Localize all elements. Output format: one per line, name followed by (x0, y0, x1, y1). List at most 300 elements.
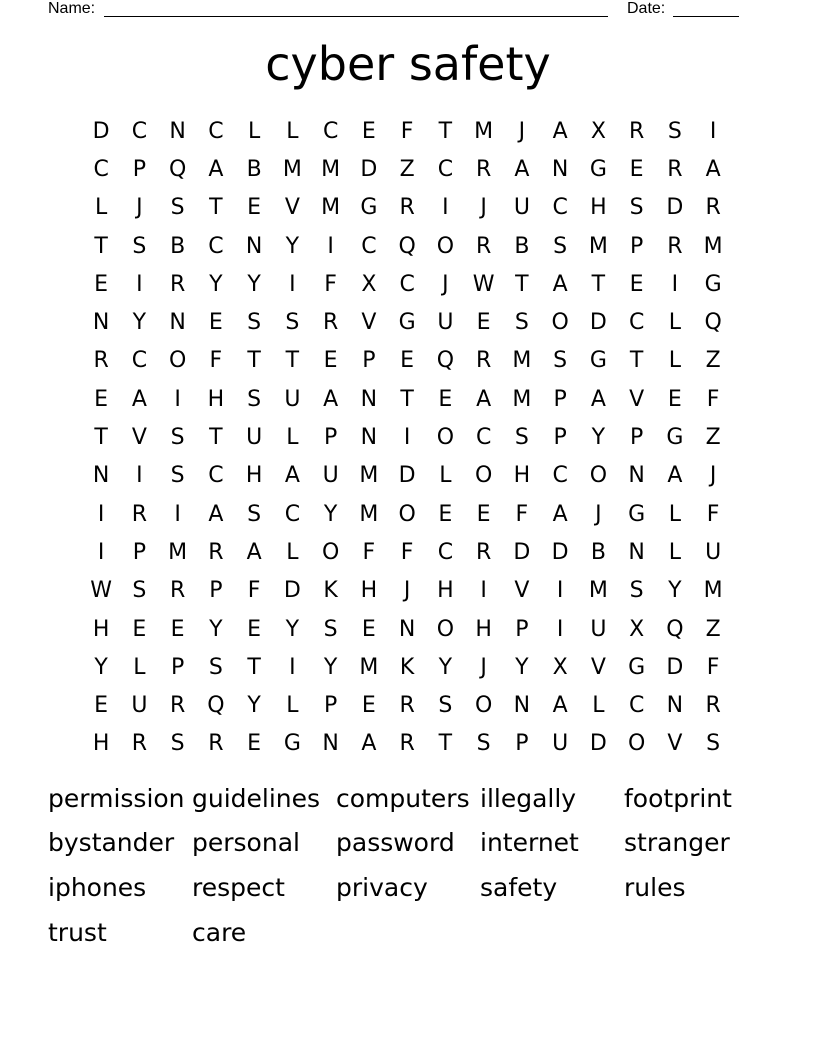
grid-letter: T (591, 271, 606, 297)
grid-letter: A (476, 386, 492, 412)
grid-letter: S (170, 195, 185, 221)
grid-letter: F (706, 654, 720, 680)
grid-letter: I (136, 463, 143, 489)
grid-letter: R (475, 539, 492, 565)
grid-letter: I (556, 616, 564, 642)
grid-letter: X (552, 654, 568, 680)
grid-letter: Y (438, 654, 453, 680)
grid-letter: P (323, 693, 338, 719)
grid-letter: M (282, 156, 302, 182)
grid-letter: A (705, 156, 721, 182)
name-field-line (104, 16, 608, 17)
grid-letter: R (131, 731, 148, 757)
grid-letter: M (321, 195, 341, 221)
grid-letter: P (629, 233, 644, 259)
word-list-item: personal (192, 828, 300, 858)
letter-grid (82, 112, 732, 763)
grid-letter: R (169, 693, 186, 719)
grid-letter: Y (591, 425, 606, 451)
grid-letter: I (327, 233, 334, 259)
grid-letter: Q (398, 233, 416, 259)
grid-letter: A (667, 463, 683, 489)
grid-letter: N (169, 310, 186, 336)
grid-letter: I (174, 386, 181, 412)
grid-letter: U (552, 731, 569, 757)
grid-letter: R (208, 731, 224, 757)
grid-letter: F (362, 539, 376, 565)
grid-letter: Z (705, 348, 721, 374)
grid-letter: A (246, 539, 262, 565)
grid-letter: Y (94, 654, 108, 680)
grid-letter: N (513, 693, 531, 719)
grid-letter: P (553, 386, 567, 412)
grid-letter: A (552, 501, 568, 527)
grid-letter: C (361, 233, 377, 259)
grid-letter: C (208, 463, 224, 489)
grid-letter: U (322, 463, 339, 489)
grid-letter: S (629, 578, 644, 604)
grid-letter: R (93, 348, 109, 374)
grid-letter: B (246, 156, 262, 182)
grid-letter: M (703, 578, 723, 604)
grid-letter: S (514, 310, 529, 336)
grid-letter: Y (285, 616, 300, 642)
grid-letter: V (514, 578, 530, 604)
grid-letter: R (322, 310, 339, 336)
grid-letter: C (437, 156, 454, 182)
grid-letter: Q (168, 156, 187, 182)
grid-letter: O (436, 616, 455, 642)
grid-letter: D (551, 539, 569, 565)
word-list-item: care (192, 917, 247, 947)
grid-letter: Y (247, 271, 261, 297)
grid-letter: E (94, 386, 109, 412)
grid-letter: T (209, 195, 223, 221)
grid-letter: I (136, 271, 143, 297)
grid-letter: C (475, 425, 492, 451)
grid-letter: E (667, 386, 682, 412)
grid-letter: F (400, 118, 414, 144)
grid-letter: D (360, 156, 378, 182)
grid-letter: P (515, 616, 529, 642)
grid-letter: K (399, 654, 415, 680)
header-row (48, 0, 748, 20)
grid-letter: C (552, 463, 568, 489)
grid-letter: L (247, 118, 261, 144)
grid-letter: I (671, 271, 679, 297)
grid-letter: N (628, 539, 645, 565)
grid-letter: E (361, 616, 376, 642)
grid-letter: S (629, 195, 644, 221)
grid-letter: E (361, 693, 376, 719)
grid-letter: M (512, 348, 532, 374)
grid-letter: A (361, 731, 377, 757)
grid-letter: L (286, 539, 299, 565)
grid-letter: I (289, 271, 296, 297)
grid-letter: H (437, 578, 454, 604)
grid-letter: B (170, 233, 186, 259)
word-list-item: footprint (624, 783, 732, 813)
grid-letter: T (629, 348, 644, 374)
grid-letter: M (588, 233, 608, 259)
grid-letter: G (666, 425, 684, 451)
grid-letter: Z (705, 616, 721, 642)
grid-letter: F (324, 271, 337, 297)
grid-letter: G (589, 348, 607, 374)
grid-letter: E (438, 386, 453, 412)
grid-letter: M (703, 233, 723, 259)
grid-letter: A (590, 386, 606, 412)
grid-letter: R (399, 731, 415, 757)
grid-letter: L (668, 501, 681, 527)
grid-letter: E (247, 195, 262, 221)
grid-letter: D (398, 463, 416, 489)
grid-letter: P (170, 654, 185, 680)
grid-letter: V (667, 731, 683, 757)
grid-letter: P (629, 425, 644, 451)
grid-letter: E (476, 501, 491, 527)
grid-letter: P (209, 578, 223, 604)
grid-letter: B (590, 539, 606, 565)
word-list-item: illegally (480, 783, 577, 813)
grid-letter: O (321, 539, 340, 565)
grid-letter: E (94, 693, 109, 719)
grid-letter: I (97, 501, 105, 527)
grid-letter: C (131, 348, 148, 374)
grid-letter: R (705, 693, 721, 719)
grid-letter: P (132, 156, 147, 182)
grid-letter: G (628, 501, 646, 527)
grid-letter: U (705, 539, 722, 565)
grid-letter: I (709, 118, 717, 144)
grid-letter: E (438, 501, 453, 527)
grid-letter: V (629, 386, 645, 412)
grid-letter: S (170, 463, 185, 489)
grid-letter: O (551, 310, 569, 336)
grid-letter: Y (132, 310, 147, 336)
grid-letter: C (131, 118, 148, 144)
grid-letter: F (247, 578, 261, 604)
grid-letter: L (133, 654, 146, 680)
grid-letter: U (284, 386, 301, 412)
grid-letter: Z (399, 156, 415, 182)
grid-letter: U (513, 195, 530, 221)
grid-letter: D (589, 731, 607, 757)
grid-letter: N (169, 118, 186, 144)
grid-letter: C (628, 693, 645, 719)
grid-letter: S (285, 310, 300, 336)
grid-letter: N (398, 616, 416, 642)
grid-letter: J (403, 578, 411, 604)
grid-letter: T (515, 271, 529, 297)
word-list-item: respect (192, 872, 285, 902)
grid-letter: P (362, 348, 376, 374)
grid-letter: V (590, 654, 606, 680)
grid-letter: A (552, 693, 568, 719)
grid-letter: S (323, 616, 338, 642)
grid-letter: D (92, 118, 110, 144)
grid-letter: N (245, 233, 263, 259)
grid-letter: D (283, 578, 301, 604)
grid-letter: P (515, 731, 529, 757)
grid-letter: S (247, 386, 262, 412)
name-label: Name: (48, 0, 96, 17)
grid-letter: I (442, 195, 449, 221)
grid-letter: K (323, 578, 338, 604)
grid-letter: J (480, 195, 487, 221)
grid-letter: U (131, 693, 148, 719)
grid-letter: S (170, 731, 185, 757)
grid-letter: N (92, 310, 110, 336)
grid-letter: L (439, 463, 452, 489)
grid-letter: Q (704, 310, 722, 336)
grid-letter: D (666, 654, 684, 680)
grid-letter: Y (209, 616, 223, 642)
grid-letter: T (247, 348, 261, 374)
grid-letter: J (442, 271, 449, 297)
grid-letter: O (436, 233, 455, 259)
grid-letter: R (705, 195, 721, 221)
grid-letter: R (208, 539, 224, 565)
grid-letter: Y (209, 271, 223, 297)
grid-letter: T (400, 386, 414, 412)
grid-letter: R (628, 118, 645, 144)
grid-letter: X (361, 271, 377, 297)
grid-letter: H (92, 731, 110, 757)
grid-letter: G (398, 310, 416, 336)
grid-letter: Q (666, 616, 684, 642)
grid-letter: P (323, 425, 338, 451)
grid-letter: N (628, 463, 645, 489)
grid-letter: F (706, 386, 720, 412)
grid-letter: H (207, 386, 225, 412)
word-list-item: rules (624, 872, 686, 902)
grid-letter: M (359, 463, 379, 489)
grid-letter: S (476, 731, 491, 757)
grid-letter: L (94, 195, 108, 221)
word-list-item: computers (336, 783, 470, 813)
grid-letter: H (513, 463, 531, 489)
grid-letter: L (286, 425, 299, 451)
grid-letter: Y (515, 654, 529, 680)
grid-letter: R (475, 233, 492, 259)
grid-letter: A (208, 156, 224, 182)
grid-letter: E (94, 271, 109, 297)
grid-letter: C (628, 310, 645, 336)
grid-letter: C (437, 539, 454, 565)
grid-letter: E (629, 271, 644, 297)
word-list-item: privacy (336, 872, 428, 902)
grid-letter: J (480, 654, 487, 680)
grid-letter: R (399, 195, 415, 221)
grid-letter: T (94, 233, 108, 259)
grid-letter: L (668, 310, 681, 336)
grid-letter: Y (323, 654, 338, 680)
grid-letter: A (208, 501, 224, 527)
grid-letter: R (667, 156, 683, 182)
grid-letter: A (552, 271, 568, 297)
grid-letter: T (285, 348, 300, 374)
grid-letter: S (553, 348, 568, 374)
grid-letter: S (170, 425, 185, 451)
grid-letter: D (589, 310, 607, 336)
grid-letter: U (437, 310, 454, 336)
grid-letter: U (590, 616, 607, 642)
grid-letter: G (360, 195, 378, 221)
grid-letter: R (169, 271, 186, 297)
word-list-item: iphones (48, 872, 147, 902)
grid-letter: S (132, 578, 147, 604)
grid-letter: H (245, 463, 263, 489)
grid-letter: X (590, 118, 606, 144)
grid-letter: P (553, 425, 567, 451)
grid-letter: T (438, 118, 453, 144)
grid-letter: T (438, 731, 453, 757)
grid-letter: L (668, 539, 681, 565)
word-list-item: password (336, 828, 455, 858)
grid-letter: T (94, 425, 108, 451)
grid-letter: H (360, 578, 378, 604)
grid-letter: M (512, 386, 532, 412)
grid-letter: S (208, 654, 223, 680)
grid-letter: N (360, 386, 378, 412)
grid-letter: S (247, 310, 262, 336)
grid-letter: C (322, 118, 339, 144)
grid-letter: E (323, 348, 338, 374)
grid-letter: N (322, 731, 339, 757)
grid-letter: E (361, 118, 376, 144)
grid-letter: S (438, 693, 453, 719)
grid-letter: A (131, 386, 147, 412)
grid-letter: G (589, 156, 607, 182)
grid-letter: O (436, 425, 455, 451)
grid-letter: V (284, 195, 300, 221)
grid-letter: I (480, 578, 487, 604)
grid-letter: O (474, 693, 493, 719)
grid-letter: E (629, 156, 644, 182)
grid-letter: E (170, 616, 185, 642)
grid-letter: S (706, 731, 721, 757)
grid-letter: F (400, 539, 414, 565)
grid-letter: J (136, 195, 143, 221)
word-list-item: stranger (624, 828, 730, 858)
grid-letter: F (209, 348, 223, 374)
grid-letter: E (476, 310, 491, 336)
grid-letter: E (247, 616, 262, 642)
grid-letter: C (284, 501, 301, 527)
word-list-item: permission (48, 783, 185, 813)
grid-letter: W (90, 578, 112, 604)
grid-letter: A (514, 156, 530, 182)
grid-letter: I (97, 539, 105, 565)
grid-letter: C (552, 195, 568, 221)
grid-letter: B (514, 233, 530, 259)
grid-letter: R (169, 578, 186, 604)
grid-letter: O (627, 731, 646, 757)
grid-letter: H (590, 195, 607, 221)
date-field-line (673, 16, 739, 17)
grid-letter: N (92, 463, 110, 489)
grid-letter: I (556, 578, 564, 604)
word-list-item: bystander (48, 828, 175, 858)
grid-letter: C (208, 233, 224, 259)
grid-letter: S (667, 118, 682, 144)
date-label: Date: (627, 0, 666, 17)
grid-letter: R (475, 348, 492, 374)
grid-letter: O (589, 463, 608, 489)
grid-letter: P (132, 539, 147, 565)
grid-letter: E (208, 310, 223, 336)
grid-letter: G (704, 271, 722, 297)
grid-letter: C (208, 118, 224, 144)
grid-letter: F (706, 501, 720, 527)
grid-letter: A (552, 118, 568, 144)
grid-letter: C (93, 156, 109, 182)
grid-letter: R (131, 501, 148, 527)
grid-letter: R (399, 693, 415, 719)
grid-letter: Z (705, 425, 721, 451)
grid-letter: M (474, 118, 494, 144)
grid-letter: W (472, 271, 495, 297)
grid-letter: I (403, 425, 411, 451)
grid-letter: L (668, 348, 681, 374)
word-list-item: guidelines (192, 783, 321, 813)
grid-letter: E (247, 731, 262, 757)
grid-letter: C (399, 271, 415, 297)
grid-letter: Q (207, 693, 225, 719)
grid-letter: F (515, 501, 529, 527)
grid-letter: G (283, 731, 301, 757)
grid-letter: Y (323, 501, 338, 527)
grid-letter: Q (436, 348, 455, 374)
grid-letter: X (629, 616, 645, 642)
grid-letter: V (131, 425, 147, 451)
grid-letter: R (667, 233, 683, 259)
grid-letter: H (92, 616, 110, 642)
grid-letter: L (286, 693, 299, 719)
grid-letter: S (247, 501, 262, 527)
grid-letter: S (553, 233, 568, 259)
grid-letter: L (286, 118, 299, 144)
word-list-item: internet (480, 828, 579, 858)
grid-letter: U (246, 425, 263, 451)
word-list-item: trust (48, 917, 107, 947)
grid-letter: H (475, 616, 492, 642)
grid-letter: Y (285, 233, 300, 259)
grid-letter: A (284, 463, 300, 489)
grid-letter: O (474, 463, 493, 489)
grid-letter: N (360, 425, 378, 451)
grid-letter: G (628, 654, 646, 680)
grid-letter: I (289, 654, 296, 680)
grid-letter: Y (247, 693, 261, 719)
grid-letter: R (475, 156, 492, 182)
grid-letter: A (323, 386, 339, 412)
grid-letter: E (132, 616, 147, 642)
word-list (48, 776, 768, 954)
grid-letter: J (709, 463, 717, 489)
page-title: cyber safety (265, 37, 551, 91)
grid-letter: M (168, 539, 188, 565)
grid-letter: T (247, 654, 261, 680)
grid-letter: D (513, 539, 531, 565)
grid-letter: N (666, 693, 684, 719)
grid-letter: O (398, 501, 416, 527)
grid-letter: J (595, 501, 602, 527)
grid-letter: Y (668, 578, 682, 604)
grid-letter: N (551, 156, 569, 182)
grid-letter: S (132, 233, 147, 259)
